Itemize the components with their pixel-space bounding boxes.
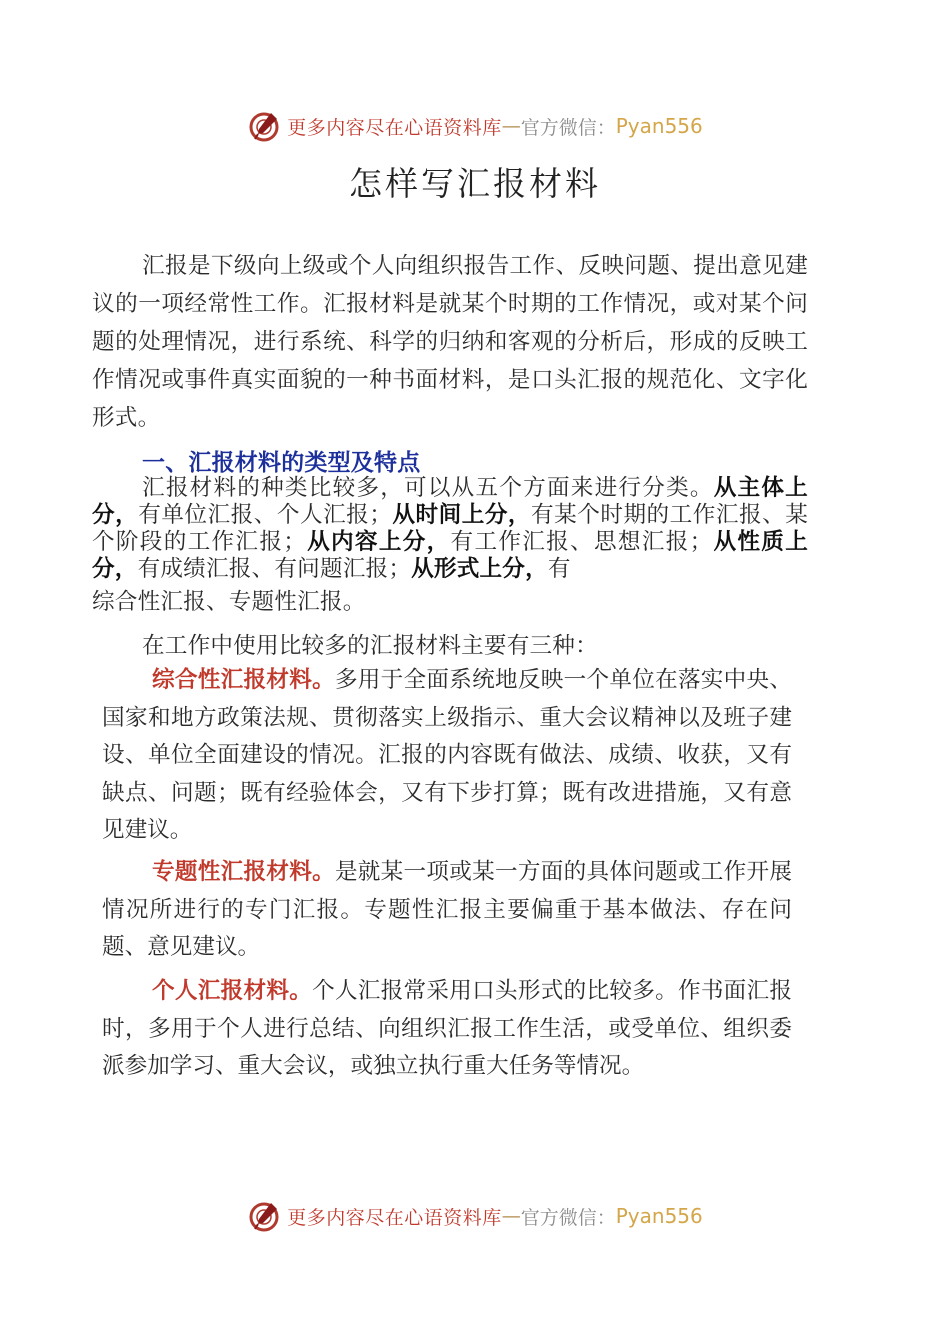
header-banner: [0, 106, 950, 146]
banner-text: 更多内容尽在心语资料库: [287, 116, 502, 139]
item-lead: 专题性汇报材料。: [152, 859, 335, 885]
three-kinds-line: 在工作中使用比较多的汇报材料主要有三种：: [142, 633, 598, 659]
banner-wechat-id: Pyan556: [615, 114, 703, 138]
types-text: 有工作汇报、思想汇报；: [450, 529, 713, 555]
list-item: [102, 662, 792, 850]
types-bold-time: 从时间上分，: [392, 502, 532, 528]
banner-wechat-label: 官方微信：: [520, 116, 616, 139]
pen-globe-logo-icon: [247, 1199, 281, 1233]
types-text: 有某个时期的工作汇报、某个阶段的工作汇报；: [92, 502, 808, 555]
pen-globe-logo-icon: [247, 109, 281, 143]
types-paragraph: [92, 475, 808, 621]
types-text: 有: [547, 556, 571, 582]
banner-wechat-id: Pyan556: [615, 1204, 703, 1228]
list-item: [102, 854, 792, 967]
types-bold-subject: 从主体上分，: [92, 475, 808, 528]
item-lead: 综合性汇报材料。: [152, 667, 335, 693]
item-text: 个人汇报常采用口头形式的比较多。作书面汇报时，多用于个人进行总结、向组织汇报工作生活，或受单位、组织委派参加学习、重大会议，或独立执行重大任务等情况。: [102, 978, 793, 1079]
banner-text: 更多内容尽在心语资料库: [287, 1206, 502, 1229]
section-heading: 一、汇报材料的类型及特点: [142, 450, 421, 476]
types-bold-content: 从内容上分，: [306, 529, 451, 555]
banner-dash: —: [501, 115, 521, 137]
types-text: 有成绩汇报、有问题汇报；: [137, 556, 412, 582]
types-bold-nature: 从性质上分，: [92, 529, 808, 582]
banner-dash: —: [501, 1205, 521, 1227]
footer-banner: [0, 1196, 950, 1236]
intro-paragraph: 汇报是下级向上级或个人向组织报告工作、反映问题、提出意见建议的一项经常性工作。汇报材料是就某个时期的工作情况，或对某个问题的处理情况，进行系统、科学的归纳和客观的分析后，形成的反映工作情况或事件真实面貌的一种书面材料，是口头汇报的规范化、文字化形式。: [92, 253, 808, 431]
item-text: 多用于全面系统地反映一个单位在落实中央、国家和地方政策法规、贯彻落实上级指示、重大会议精神以及班子建设、单位全面建设的情况。汇报的内容既有做法、成绩、收获，又有缺点、问题；既有经验体会，又有下步打算；既有改进措施，又有意见建议。: [102, 667, 793, 843]
list-item: [102, 973, 792, 1086]
types-bold-form: 从形式上分，: [411, 556, 548, 582]
types-text: 汇报材料的种类比较多，可以从五个方面来进行分类。: [142, 475, 714, 501]
item-text: 是就某一项或某一方面的具体问题或工作开展情况所进行的专门汇报。专题性汇报主要偏重于基本做法、存在问题、意见建议。: [102, 859, 793, 960]
item-lead: 个人汇报材料。: [152, 978, 313, 1004]
types-text-last: 综合性汇报、专题性汇报。: [92, 589, 366, 615]
banner-wechat-label: 官方微信：: [520, 1206, 616, 1229]
types-text: 有单位汇报、个人汇报；: [138, 502, 393, 528]
page-title: 怎样写汇报材料: [349, 164, 601, 203]
